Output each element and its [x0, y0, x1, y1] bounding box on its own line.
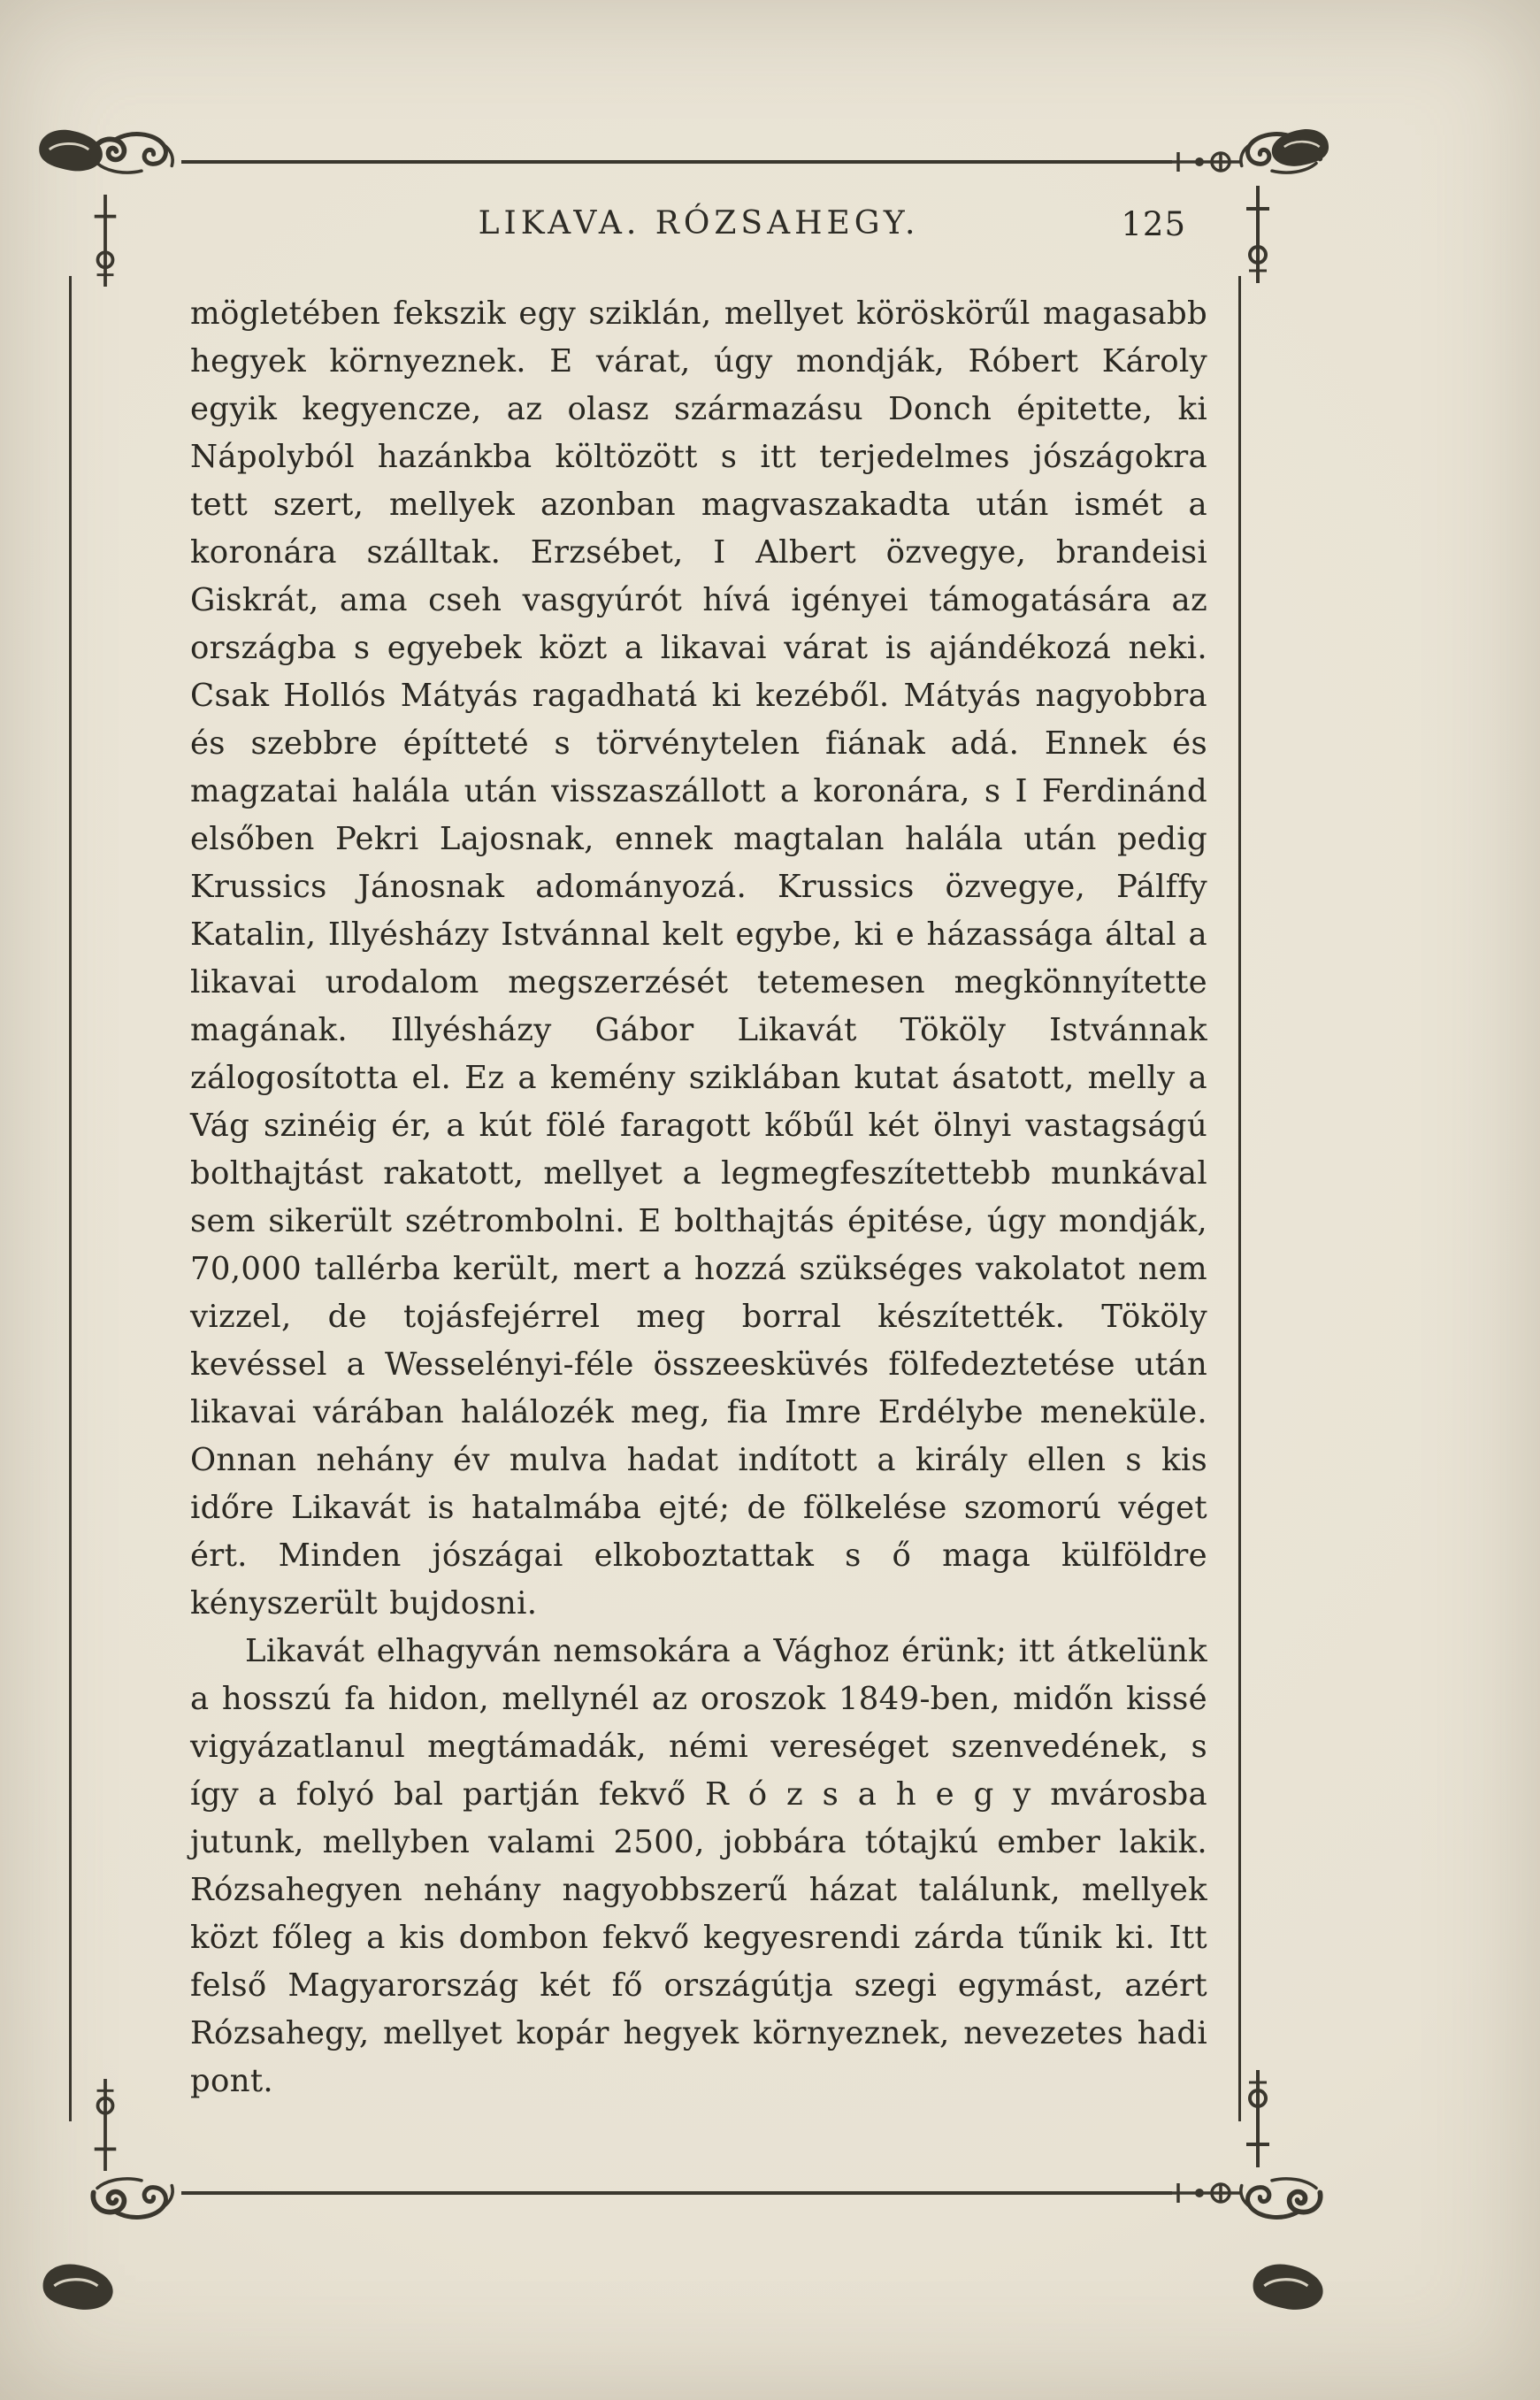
- rule-end-deco-top-right-icon: [1169, 147, 1240, 177]
- frame-rule-top: [181, 160, 1172, 164]
- frame-rule-right: [1238, 276, 1241, 2121]
- cross-finial-bottom-left-icon: [90, 2077, 120, 2173]
- running-header: [190, 205, 1207, 249]
- paragraph-2: Likavát elhagyván nemsokára a Vághoz érünk; itt átkelünk a hosszú fa hidon, mellynél az oroszok 1849-ben, midőn kissé vigyázatlanul megtámadák, némi vereséget szenvedének, s így a folyó bal partján fekvő R ó z s a h e g y mvárosba jutunk, mellyben valami 2500, jobbára tótajkú ember lakik. Rózsahegyen nehány nagyobbszerű házat találunk, mellyek közt főleg a kis dombon fekvő kegyesrendi zárda tűnik ki. Itt felső Magyarország két fő országútja szegi egymást, azért Rózsahegy, mellyet kopár hegyek környeznek, nevezetes hadi pont.: [190, 1633, 1207, 2099]
- rule-end-deco-bottom-right-icon: [1169, 2178, 1240, 2208]
- running-header-title: LIKAVA. RÓZSAHEGY.: [478, 205, 920, 242]
- cross-finial-top-right-icon: [1242, 182, 1274, 287]
- corner-flourish-bottom-right-icon: [1237, 2169, 1325, 2222]
- paragraph-1: mögletében fekszik egy sziklán, mellyet köröskörűl magasabb hegyek környeznek. E várat, úgy mondják, Róbert Károly egyik kegyencze, az olasz származásu Donch épitette, ki Nápolyból hazánkba költözött s itt terjedelmes jószágokra tett szert, mellyek azonban magvaszakadta után ismét a koronára szálltak. Erzsébet, I Albert özvegye, brandeisi Giskrát, ama cseh vasgyúrót hívá igényei támogatására az országba s egyebek közt a likavai várat is ajándékozá neki. Csak Hollós Mátyás ragadhatá ki kezéből. Mátyás nagyobbra és szebbre építteté s törvénytelen fiának adá. Ennek és magzatai halála után visszaszállott a koronára, s I Ferdinánd elsőben Pekri Lajosnak, ennek magtalan halála után pedig Krussics Jánosnak adományozá. Krussics özvegye, Pálffy Katalin, Illyésházy Istvánnal kelt egybe, ki e házassága által a likavai urodalom megszerzését tetemesen megkönnyítette magának. Illyésházy Gábor Likavát Tököly Istvánnak zálogosította el. Ez a kemény sziklában kutat ásatott, melly a Vág szinéig ér, a kút fölé faragott kőbűl két ölnyi vastagságú bolthajtást rakatott, mellyet a legmegfeszítettebb munkával sem sikerült szétrombolni. E bolthajtás épitése, úgy mondják, 70,000 tallérba került, mert a hozzá szükséges vakolatot nem vizzel, de tojásfejérrel meg borral készítették. Tököly kevéssel a Wesselényi-féle összeesküvés fölfedeztetése után likavai várában halálozék meg, fia Imre Erdélybe meneküle. Onnan nehány év mulva hadat indított a király ellen s kis időre Likavát is hatalmába ejté; de fölkelése szomorú véget ért. Minden jószágai elkoboztattak s ő maga külföldre kényszerült bujdosni.: [190, 295, 1207, 1622]
- corner-blob-bottom-right-icon: [1245, 2258, 1330, 2314]
- corner-blob-bottom-left-icon: [35, 2258, 120, 2314]
- page-text-block: [190, 290, 1207, 2105]
- cross-finial-bottom-right-icon: [1242, 2066, 1274, 2171]
- corner-blob-top-right-icon: [1265, 124, 1336, 170]
- cross-finial-top-left-icon: [90, 193, 120, 288]
- frame-rule-bottom: [181, 2191, 1172, 2195]
- frame-rule-left: [69, 276, 72, 2121]
- corner-flourish-bottom-left-icon: [88, 2169, 177, 2222]
- page-number: 125: [1121, 205, 1186, 243]
- corner-flourish-top-left-icon: [88, 129, 177, 182]
